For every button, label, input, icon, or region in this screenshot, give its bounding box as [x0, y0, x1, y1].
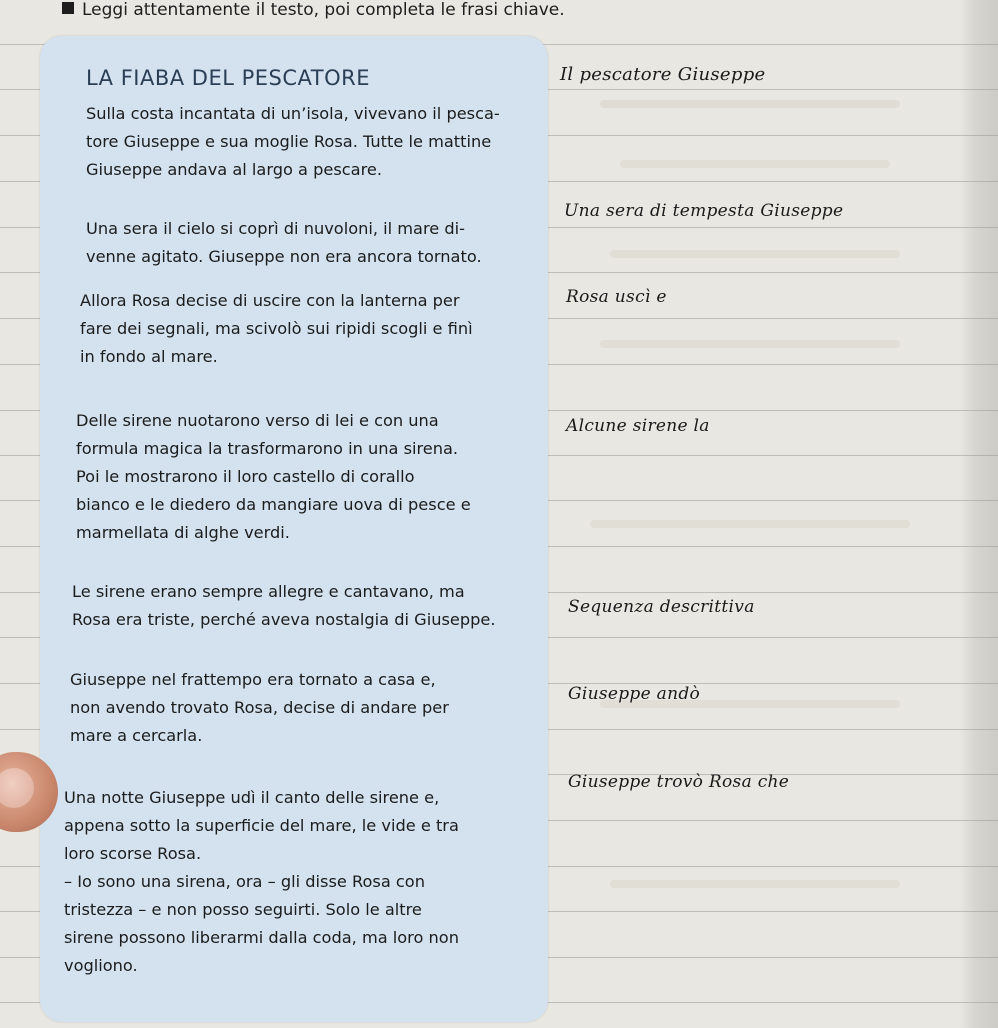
thumb-nail: [0, 768, 34, 808]
story-paragraph: Allora Rosa decise di uscire con la lanterna per fare dei segnali, ma scivolò sui ripidi scogli e finì in fondo al mare.: [80, 291, 473, 366]
handwritten-answer: Giuseppe trovò Rosa che: [568, 772, 790, 792]
show-through-smudge: [620, 160, 890, 168]
instruction-text: Leggi attentamente il testo, poi completa le frasi chiave.: [82, 0, 565, 20]
handwritten-answer: Rosa uscì e: [566, 287, 667, 307]
story-paragraph: Le sirene erano sempre allegre e cantavano, ma Rosa era triste, perché aveva nostalgia di Giuseppe.: [72, 582, 496, 629]
show-through-smudge: [610, 250, 900, 258]
story-paragraph: Giuseppe nel frattempo era tornato a casa e, non avendo trovato Rosa, decise di andare per mare a cercarla.: [70, 670, 449, 745]
story-title: LA FIABA DEL PESCATORE: [86, 66, 370, 90]
instruction: [62, 0, 565, 22]
handwritten-answer: Sequenza descrittiva: [568, 597, 755, 617]
story-paragraph: Una sera il cielo si coprì di nuvoloni, il mare di- venne agitato. Giuseppe non era ancora tornato.: [86, 219, 482, 266]
square-bullet-icon: [62, 2, 74, 14]
story-paragraph: Sulla costa incantata di un’isola, vivevano il pesca- tore Giuseppe e sua moglie Rosa. Tutte le mattine Giuseppe andava al largo a pescare.: [86, 104, 500, 179]
handwritten-answer: Il pescatore Giuseppe: [560, 64, 766, 85]
show-through-smudge: [590, 520, 910, 528]
handwritten-answer: Giuseppe andò: [568, 684, 701, 704]
handwritten-answer: Alcune sirene la: [566, 416, 710, 436]
show-through-smudge: [600, 340, 900, 348]
handwritten-answer: Una sera di tempesta Giuseppe: [564, 201, 844, 221]
show-through-smudge: [600, 100, 900, 108]
story-paragraph: Una notte Giuseppe udì il canto delle sirene e, appena sotto la superficie del mare, le vide e tra loro scorse Rosa. – Io sono una sirena, ora – gli disse Rosa con tristezza – e non posso seguirti. Solo le altre sirene possono liberarmi dalla coda, ma loro non vogliono.: [64, 788, 459, 975]
story-paragraph: Delle sirene nuotarono verso di lei e con una formula magica la trasformarono in una sirena. Poi le mostrarono il loro castello di corallo bianco e le diedero da mangiare uova di pesce e marmellata di alghe verdi.: [76, 411, 471, 542]
show-through-smudge: [610, 880, 900, 888]
